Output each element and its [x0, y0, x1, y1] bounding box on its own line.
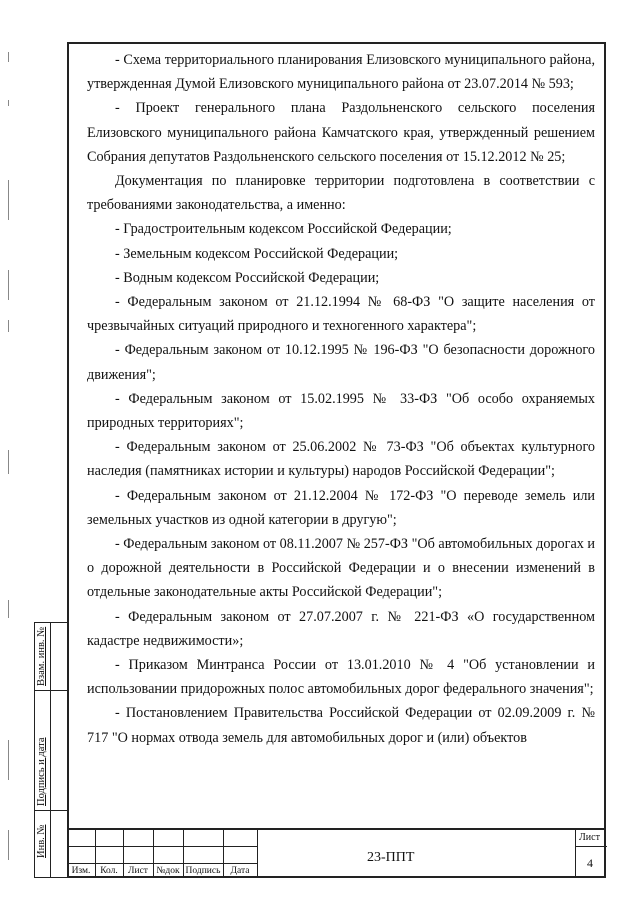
inv-label: Инв. № [36, 824, 47, 858]
paragraph: - Постановлением Правительства Российской Федерации от 02.09.2009 г. № 717 "О нормах отвода земель для автомобильных дорог и (или) объектов [87, 705, 595, 746]
podpis-data-label: Подпись и дата [36, 737, 47, 806]
vzam-inv-label: Взам. инв. № [36, 626, 47, 686]
paragraph: - Градостроительным кодексом Российской Федерации; [115, 221, 452, 238]
document-body [87, 48, 595, 750]
sheet-cell [575, 830, 607, 878]
revision-table [67, 830, 257, 878]
paragraph: - Федеральным законом от 27.07.2007 г. № 221-ФЗ «О государственном кадастре недвижимости»; [87, 608, 595, 649]
side-stamp-divider [34, 690, 67, 691]
side-stamp-inner [50, 623, 68, 877]
paragraph: - Федеральным законом от 08.11.2007 № 257-ФЗ "Об автомобильных дорогах и о дорожной деятельности в Российской Федерации и о внесении изменений в отдельные законодательные акты Российской Федерации"; [87, 536, 595, 601]
paragraph: - Федеральным законом от 15.02.1995 № 33-ФЗ "Об особо охраняемых природных территориях"; [87, 390, 595, 432]
col-data: Дата [230, 866, 250, 876]
paragraph: Документация по планировке территории подготовлена в соответствии с требованиями законодательства, а именно: [87, 173, 595, 214]
col-kol: Кол. [100, 866, 118, 876]
paragraph: - Проект генерального плана Раздольненского сельского поселения Елизовского муниципального района Камчатского края, утвержденный решением Собрания депутатов Раздольненского сельского поселения от 15.12.2012 № 25; [87, 100, 595, 165]
binding-margin-marks [8, 40, 10, 880]
paragraph: - Схема территориального планирования Елизовского муниципального района, утвержденная Думой Елизовского муниципального района от 23.07.2014 № 593; [87, 52, 595, 93]
col-list: Лист [128, 866, 148, 876]
paragraph: - Федеральным законом от 10.12.1995 № 196-ФЗ "О безопасности дорожного движения"; [87, 342, 595, 383]
paragraph: - Федеральным законом от 21.12.2004 № 172-ФЗ "О переводе земель или земельных участков из одной категории в другую"; [87, 487, 595, 528]
col-podpis: Подпись [185, 866, 221, 876]
paragraph: - Земельным кодексом Российской Федерации; [115, 245, 399, 262]
sheet-number: 4 [587, 856, 593, 870]
title-block [67, 828, 606, 878]
col-izm: Изм. [71, 866, 91, 876]
col-ndok: №док [156, 866, 180, 876]
paragraph: - Федеральным законом от 21.12.1994 № 68-ФЗ "О защите населения от чрезвычайных ситуаций природного и техногенного характера"; [87, 294, 595, 335]
title-block-separator [257, 830, 258, 878]
paragraph: - Водным кодексом Российской Федерации; [115, 269, 380, 286]
grid-line [576, 846, 607, 847]
paragraph: - Федеральным законом от 25.06.2002 № 73-ФЗ "Об объектах культурного наследия (памятниках истории и культуры) народов Российской Федерации"; [87, 439, 595, 480]
sheet-label: Лист [579, 832, 600, 843]
document-code: 23-ППТ [367, 850, 415, 865]
side-stamp-divider [34, 810, 67, 811]
paragraph: - Приказом Минтранса России от 13.01.2010 № 4 "Об установлении и использовании придорожных полос автомобильных дорог федерального значения"; [87, 657, 595, 698]
